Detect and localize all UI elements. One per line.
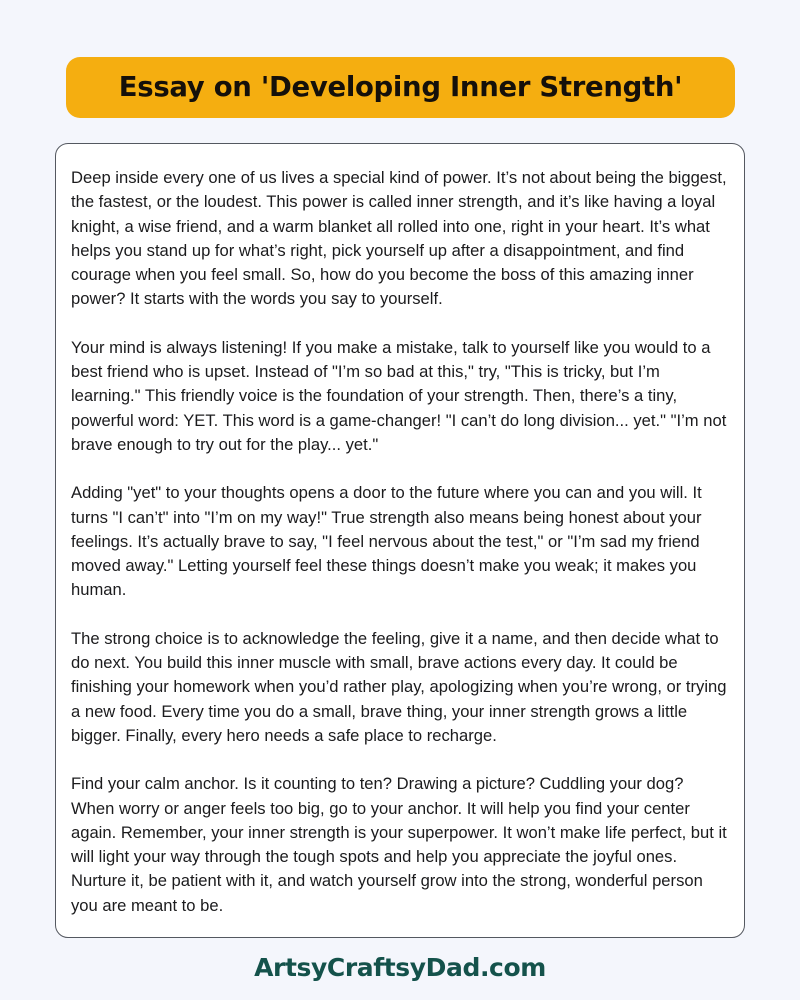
essay-paragraph: Your mind is always listening! If you make a mistake, talk to yourself like you would to a best friend who is upset. Instead of "I’m so bad at this," try, "This is tricky, but I’m learning." This friendly voice is the foundation of your strength. Then, there’s a tiny, powerful word: YET. This word is a game-changer! "I can’t do long division... yet." "I’m not brave enough to try out for the play... yet." xyxy=(71,337,727,454)
essay-paragraph: Adding "yet" to your thoughts opens a door to the future where you can and you will. It turns "I can’t" into "I’m on my way!" True strength also means being honest about your feelings. It’s actually brave to say, "I feel nervous about the test," or "I’m sad my friend moved away." Letting yourself feel these things doesn’t make you weak; it makes you human. xyxy=(71,483,702,600)
essay-card xyxy=(55,143,745,938)
title-banner xyxy=(66,57,735,118)
page-title: Essay on 'Developing Inner Strength' xyxy=(118,70,683,103)
footer-brand: ArtsyCraftsyDad.com xyxy=(254,953,546,982)
essay-body xyxy=(71,166,728,918)
essay-paragraph: Deep inside every one of us lives a special kind of power. It’s not about being the biggest, the fastest, or the loudest. This power is called inner strength, and it’s like having a loyal knight, a wise friend, and a warm blanket all rolled into one, right in your heart. It’s what helps you stand up for what’s right, pick yourself up after a disappointment, and find courage when you feel small. So, how do you become the boss of this amazing inner power? It starts with the words you say to yourself. xyxy=(71,168,727,309)
essay-paragraph: Find your calm anchor. Is it counting to ten? Drawing a picture? Cuddling your dog? When worry or anger feels too big, go to your anchor. It will help you find your center again. Remember, your inner strength is your superpower. It won’t make life perfect, but it will light your way through the tough spots and help you appreciate the joyful ones. Nurture it, be patient with it, and watch yourself grow into the strong, wonderful person you are meant to be. xyxy=(71,774,727,915)
essay-paragraph: The strong choice is to acknowledge the feeling, give it a name, and then decide what to do next. You build this inner muscle with small, brave actions every day. It could be finishing your homework when you’d rather play, apologizing when you’re wrong, or trying a new food. Every time you do a small, brave thing, your inner strength grows a little bigger. Finally, every hero needs a safe place to recharge. xyxy=(71,628,727,745)
